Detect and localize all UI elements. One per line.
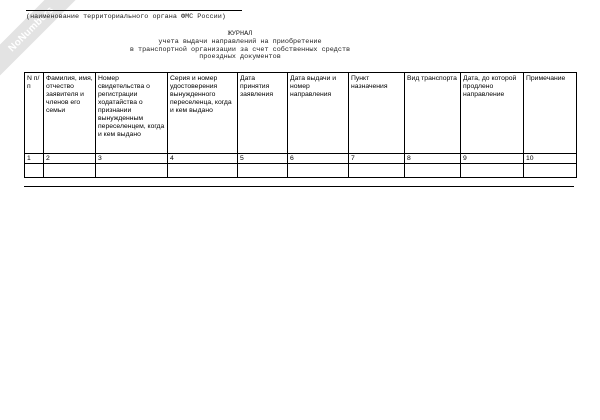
column-number-cell: 1 — [25, 154, 44, 164]
journal-subtitle-line-3: проездных документов — [199, 53, 281, 62]
empty-cell — [44, 164, 96, 178]
empty-cell — [349, 164, 405, 178]
header-cell-full-name: Фамилия, имя, отчество заявителя и членов его семьи — [44, 73, 96, 154]
header-cell-number: N п/п — [25, 73, 44, 154]
column-number-cell: 10 — [524, 154, 577, 164]
header-cell-note: Примечание — [524, 73, 577, 154]
journal-subtitle-line-2: в транспортной организации за счет собственных средств — [129, 45, 351, 54]
footer-rule — [24, 186, 574, 187]
org-name-caption: (наименование территориального органа ФМС России) — [26, 13, 226, 21]
column-number-cell: 4 — [168, 154, 238, 164]
header-cell-id-series: Серия и номер удостоверения вынужденного переселенца, когда и кем выдано — [168, 73, 238, 154]
column-number-cell: 8 — [405, 154, 461, 164]
column-number-cell: 3 — [96, 154, 168, 164]
empty-cell — [461, 164, 524, 178]
column-number-cell: 5 — [238, 154, 288, 164]
column-number-cell: 6 — [288, 154, 349, 164]
empty-cell — [96, 164, 168, 178]
empty-cell — [238, 164, 288, 178]
empty-cell — [168, 164, 238, 178]
header-cell-application-date: Дата принятия заявления — [238, 73, 288, 154]
column-number-cell: 2 — [44, 154, 96, 164]
journal-heading — [40, 31, 440, 62]
empty-cell — [405, 164, 461, 178]
table-column-numbers-row — [25, 154, 577, 164]
empty-cell — [25, 164, 44, 178]
header-cell-destination: Пункт назначения — [349, 73, 405, 154]
empty-cell — [524, 164, 577, 178]
header-cell-certificate: Номер свидетельства о регистрации ходатайства о признании вынужденным переселенцем, когда и кем выдано — [96, 73, 168, 154]
header-cell-transport-type: Вид транспорта — [405, 73, 461, 154]
journal-table — [24, 72, 577, 178]
column-number-cell: 7 — [349, 154, 405, 164]
header-cell-extension-date: Дата, до которой продлено направление — [461, 73, 524, 154]
column-number-cell: 9 — [461, 154, 524, 164]
empty-cell — [288, 164, 349, 178]
header-cell-issue-date: Дата выдачи и номер направления — [288, 73, 349, 154]
org-name-signature-line — [26, 10, 242, 11]
watermark-text: NoNumbers — [6, 4, 56, 54]
table-empty-row — [25, 164, 577, 178]
journal-subtitle-line-1: учета выдачи направлений на приобретение — [158, 37, 322, 46]
journal-title: ЖУРНАЛ — [227, 30, 253, 38]
table-header-row — [25, 73, 577, 154]
